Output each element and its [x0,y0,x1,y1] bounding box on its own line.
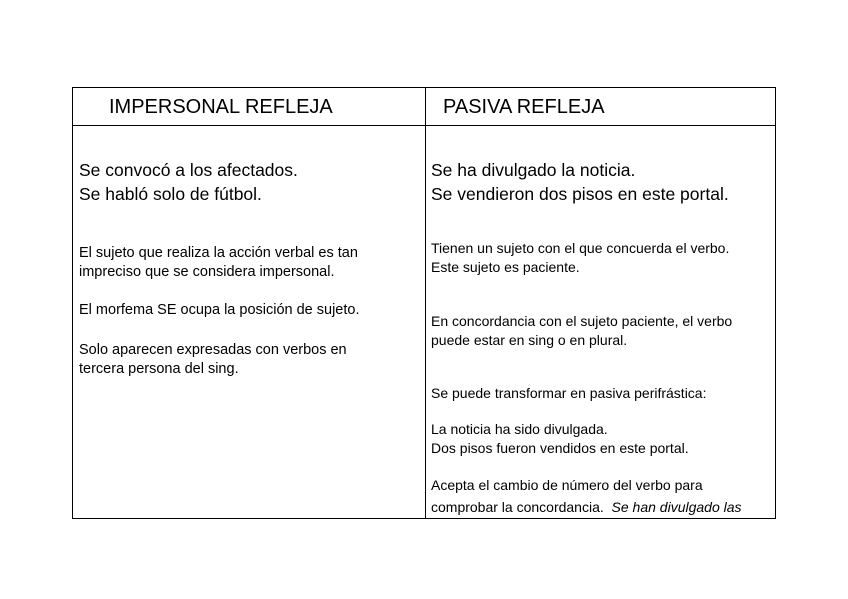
right-paragraph-2-line-2: puede estar en sing o en plural. [431,332,628,348]
right-paragraph-1 [431,239,729,277]
left-paragraph-1-line-1: El sujeto que realiza la acción verbal es tan [79,245,358,261]
right-paragraph-5-line-1: Acepta el cambio de número del verbo para [431,477,703,493]
header-divider [73,125,775,126]
right-example-2: Se vendieron dos pisos en este portal. [431,184,729,204]
header-impersonal-refleja: IMPERSONAL REFLEJA [109,96,333,118]
right-paragraph-3 [431,384,706,403]
left-paragraph-2: El morfema SE ocupa la posición de sujeto. [79,302,360,318]
column-divider [425,88,426,518]
left-paragraph-3-line-2: tercera persona del sing. [79,361,239,377]
right-paragraph-1-line-2: Este sujeto es paciente. [431,259,580,275]
right-paragraph-2 [431,312,732,350]
right-paragraph-4 [431,420,689,458]
left-paragraph-1-line-2: impreciso que se considera impersonal. [79,264,335,280]
right-paragraph-1-line-1: Tienen un sujeto con el que concuerda el verbo. [431,240,730,256]
right-paragraph-5-normal-text: comprobar la concordancia. [431,499,604,515]
left-example-1: Se convocó a los afectados. [79,160,298,180]
left-paragraph-3-line-1: Solo aparecen expresadas con verbos en [79,342,347,358]
right-paragraph-5-line-2 [431,496,742,518]
right-example-1: Se ha divulgado la noticia. [431,160,636,180]
right-paragraph-5-italic-text: Se han divulgado las [611,499,742,515]
header-pasiva-refleja: PASIVA REFLEJA [443,96,605,118]
comparison-table [72,87,776,519]
right-paragraph-2-line-1: En concordancia con el sujeto paciente, el verbo [431,313,733,329]
right-paragraph-4-line-1: La noticia ha sido divulgada. [431,421,608,437]
right-paragraph-3-line-1: Se puede transformar en pasiva perifrástica: [431,385,707,401]
left-example-2: Se habló solo de fútbol. [79,184,262,204]
right-paragraph-5 [431,474,742,518]
right-paragraph-4-line-2: Dos pisos fueron vendidos en este portal. [431,440,689,456]
